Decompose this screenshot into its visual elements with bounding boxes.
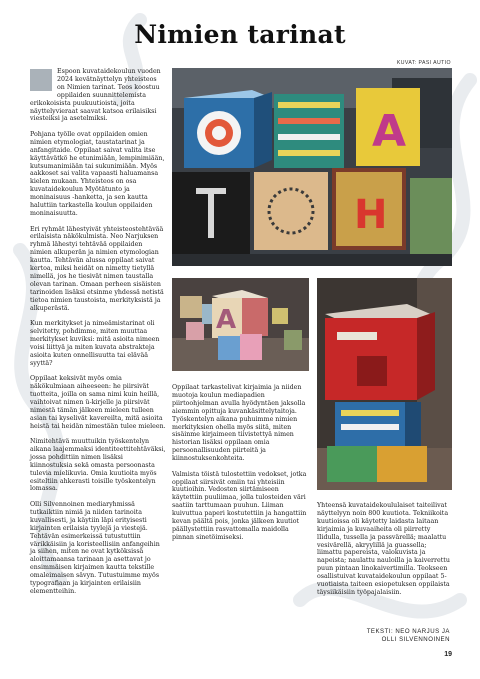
dropcap-block (30, 69, 52, 91)
text-column-3 (317, 502, 453, 604)
svg-text:A: A (372, 106, 407, 157)
text-column-2 (172, 384, 308, 549)
paragraph: Valmista töistä tulostettiin vedokset, jotka oppilaat siirsivät omiin tai yhteisiin kuutioihin. Vedosten siirtämiseen käytettiin puuliimaa, jolla tulosteiden väri saatiin tarttumaan puuhun. Liiman kuivuttua paperi kostutettiin ja hangattiin kevan päältä pois, jonka jälkeen kuutiot päällystettiin rasvattomalla maidolla pinnan sinetöimiseksi. (172, 470, 307, 541)
text-column-1 (30, 68, 166, 603)
paragraph: Olli Silvennoinen mediaryhmissä tutkaiktiin nimiä ja niiden tarinoita kuvallisesti, ja käytiin läpi erityisesti kirjainten erilaisia tyylejä ja viestejä. Tehtävän esimerkeissä tutustuttiin värikkäisiin ja koristeellisiin anfangeihin ja siihen, miten ne ovat kytköksissä aloittamaansa tarinaan ja asettavat jo ensimmäisen kirjaimen kautta tekstille omaleimaisen sävyn. Tutustuimme myös typografiaan ja kirjainten erilaisiin elementteihin. (30, 500, 160, 595)
paragraph-intro: Espoon kuvataidekoulun vuoden 2024 kevätnäyttelyn yhteisteos on Nimien tarinat. Teos koostuu oppilaiden suunnittelemista erikokoisista puukuutioista, joita näyttelyvieraat saavat katsoa erilaisiksi viesteiksi ja asetelmiksi. (30, 68, 161, 123)
paragraph: Pohjana työlle ovat oppilaiden omien nimien etymologiat, taustatarinat ja anfangitaide. Oppilaat saivat valita itse käyttävätkö he etunimiään, lempinimiään, kutsumanimiään tai sukunimiään. Myös aakkoset sai valita vapaasti haluamansa kielen mukaan. Yhteisteos on osa kuvataidekoulun Myötätunto ja moninaisuus -hanketta, ja sen kautta haluttiin tarkastella koulun oppilaiden moninaisuutta. (30, 130, 165, 217)
photo-cubes-small (172, 278, 309, 371)
paragraph: Oppilaat keksivät myös omia näkökulmiaan aiheeseen: he piirsivät tuotteita, joilla on sama nimi kuin heillä, vaihtoivat nimen ü-kirjelle ja piirsivät nimestä tämän jälkeen mieleen tulleen asian tai kyselivät kavereilta, mitä asioita heistä tai heidän nimestään tulee mieleen. (30, 375, 166, 430)
photo-cube-tower (317, 278, 452, 490)
text-credit-line-1: TEKSTI: NEO NARJUS JA (366, 628, 450, 635)
article-title: Nimien tarinat (134, 20, 346, 49)
paragraph: Nimitehtävä muuttuikin työskentelyn aikana laajemmaksi identiteettitehtäväksi, jossa pohdittiin nimen lisäksi kiinnostuksia sekä omasta persoonasta tulevia mielikuvia. Omia kuutioita myös esiteltiin ahkerasti toisille työskentelyn lomassa. (30, 438, 166, 493)
photo-cubes-large (172, 68, 452, 266)
page-number: 19 (444, 651, 452, 658)
paragraph: Kun merkitykset ja nimeämistarinat oli selvitetty, pohdimme, miten muuttaa merkitykset kuviksi: mitä asioita nimeen voisi liittyä ja miten kuvata abstrakteja asioita kuten onnellisuutta tai elävää syyttä? (30, 320, 160, 367)
text-credit-line-2: OLLI SILVENNOINEN (381, 636, 450, 643)
paragraph: Eri ryhmät lähestyivät yhteisteostehtävää erilaisista näkökulmista. Neo Narjuksen ryhmä lähestyi tehtävää oppilaiden nimien alkuperän ja nimien etymologian kautta. Tehtävän alussa oppilaat saivat kertoa, miksi heidät on nimetty tietyllä nimellä, jos he tiesivät nimen taustalla olevan tarinan. Omaan perheen sisäisten tarinoiden lisäksi etsinme yhdessä netistä tietoa nimien taustoista, merkityksistä ja alkuperästä. (30, 225, 164, 312)
paragraph: Yhteensä kuvataidekoululaiset taiteilivat näyttelyyn noin 800 kuutiota. Tekniikoita kuutioissa oli käytetty laidasta laitaan kirjaimia ja kuvaaiheita oli piirretty lIidulla, tussella ja passvärellä; maalattu vesivärellä, akryylillä ja guassella; liimattu papereista, valokuvista ja napeista; naulattu nauloilla ja kaiverrettu puun pintaan linokaivertimilla. Teokseen osallistuivat kuvataidekoulun oppilaat 5-vuotiaista taiteen esiopetuksen oppilaista täysiikäisiin työpajalaisiin. (317, 502, 450, 596)
paragraph: Oppilaat tarkastelivat kirjaimia ja niiden muotoja koulun mediapadien piirtoohjelman avulla hyödyntäen jaksolla aiemmin opittuja kuvankäsittelytaitoja. Työskentelyn aikana puhuimme nimien merkityksien ohella myös siitä, miten sisäinme kirjaimeen tiivistettyä nimen historian lisäksi oppilaan omia persoonallisuuden piirteitä ja kiinnostuksenkohteita. (172, 384, 306, 463)
svg-text:A: A (216, 305, 237, 335)
svg-text:H: H (354, 192, 388, 238)
text-credit (367, 628, 450, 644)
photo-credit: KUVAT: PASI AUTIO (396, 60, 451, 66)
